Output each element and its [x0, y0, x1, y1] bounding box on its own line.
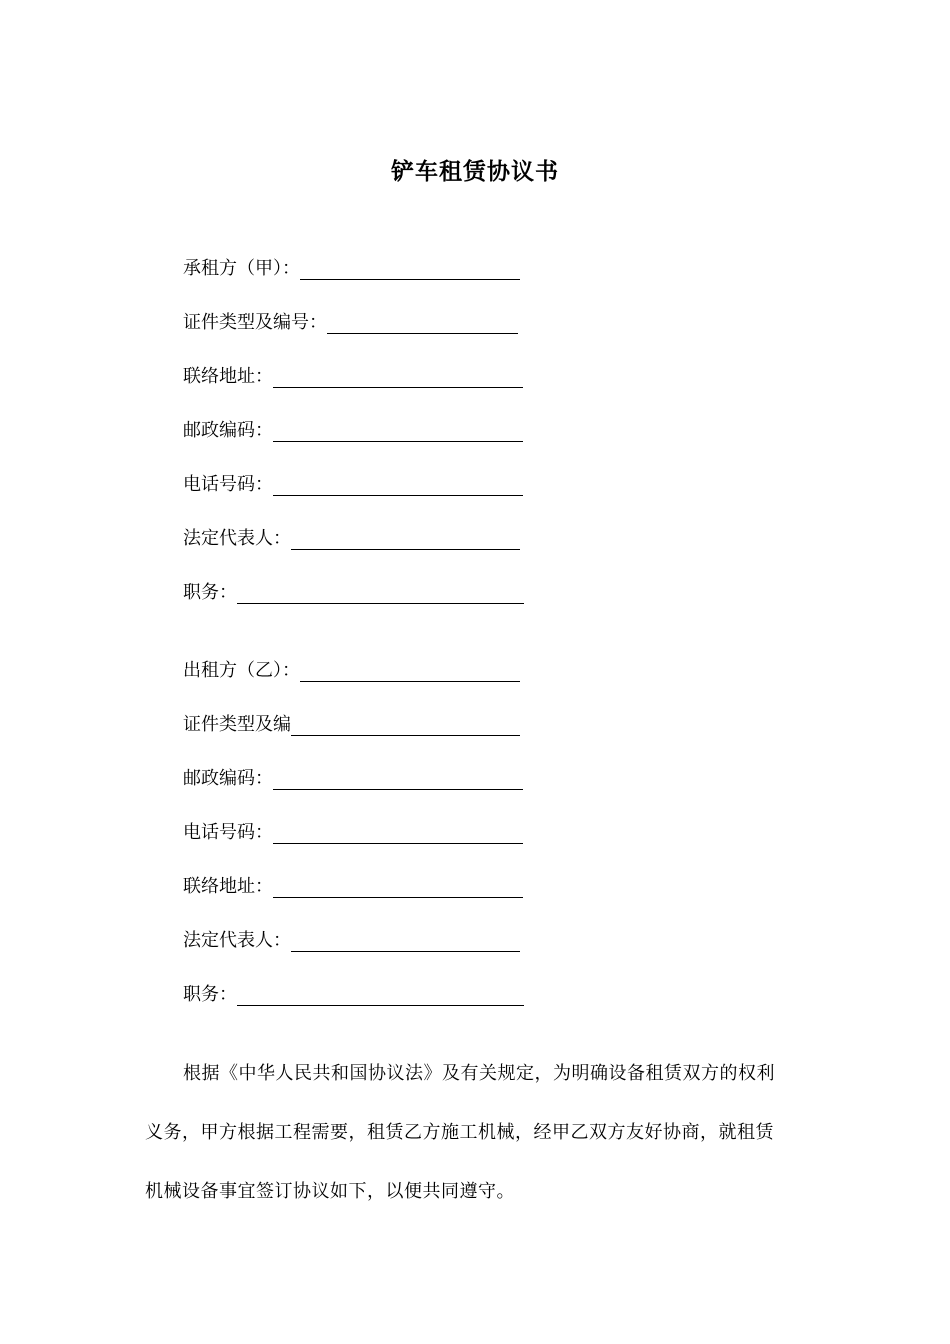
party-a-phone-field	[183, 470, 523, 500]
party-b-lessor-label: 出租方（乙）：	[183, 660, 300, 681]
party-a-address-blank[interactable]	[273, 365, 523, 388]
party-a-position-field	[183, 578, 524, 608]
party-b-lessor-blank[interactable]	[300, 659, 520, 682]
party-a-postcode-field	[183, 416, 523, 446]
party-b-representative-label: 法定代表人：	[183, 930, 291, 951]
party-a-representative-blank[interactable]	[291, 527, 520, 550]
party-a-phone-blank[interactable]	[273, 473, 523, 496]
party-b-id-label: 证件类型及编	[183, 714, 291, 735]
party-a-position-blank[interactable]	[237, 581, 524, 604]
party-a-lessee-blank[interactable]	[300, 257, 520, 280]
party-b-representative-field	[183, 926, 520, 956]
party-b-position-field	[183, 980, 524, 1010]
party-a-representative-label: 法定代表人：	[183, 528, 291, 549]
party-a-phone-label: 电话号码：	[183, 474, 273, 495]
party-b-position-label: 职务：	[183, 984, 237, 1005]
party-a-lessee-field	[183, 254, 520, 284]
party-b-lessor-field	[183, 656, 520, 686]
party-a-postcode-label: 邮政编码：	[183, 420, 273, 441]
party-b-id-blank[interactable]	[291, 713, 520, 736]
party-b-representative-blank[interactable]	[291, 929, 520, 952]
party-b-id-field	[183, 710, 520, 740]
party-b-address-label: 联络地址：	[183, 876, 273, 897]
party-b-postcode-field	[183, 764, 523, 794]
party-a-id-blank[interactable]	[327, 311, 518, 334]
party-b-address-field	[183, 872, 523, 902]
party-a-address-label: 联络地址：	[183, 366, 273, 387]
party-a-representative-field	[183, 524, 520, 554]
party-a-id-label: 证件类型及编号：	[183, 312, 327, 333]
document-title: 铲车租赁协议书	[391, 158, 559, 185]
party-b-address-blank[interactable]	[273, 875, 523, 898]
party-a-position-label: 职务：	[183, 582, 237, 603]
body-line-2: 义务，甲方根据工程需要，租赁乙方施工机械，经甲乙双方友好协商，就租赁	[145, 1122, 774, 1143]
party-b-postcode-label: 邮政编码：	[183, 768, 273, 789]
party-b-position-blank[interactable]	[237, 983, 524, 1006]
party-a-address-field	[183, 362, 523, 392]
party-b-phone-blank[interactable]	[273, 821, 523, 844]
party-b-phone-label: 电话号码：	[183, 822, 273, 843]
party-a-id-field	[183, 308, 518, 338]
body-line-3: 机械设备事宜签订协议如下，以便共同遵守。	[145, 1181, 515, 1202]
party-b-postcode-blank[interactable]	[273, 767, 523, 790]
party-a-postcode-blank[interactable]	[273, 419, 523, 442]
party-a-lessee-label: 承租方（甲）：	[183, 258, 300, 279]
party-b-phone-field	[183, 818, 523, 848]
body-line-1: 根据《中华人民共和国协议法》及有关规定，为明确设备租赁双方的权利	[183, 1063, 775, 1084]
